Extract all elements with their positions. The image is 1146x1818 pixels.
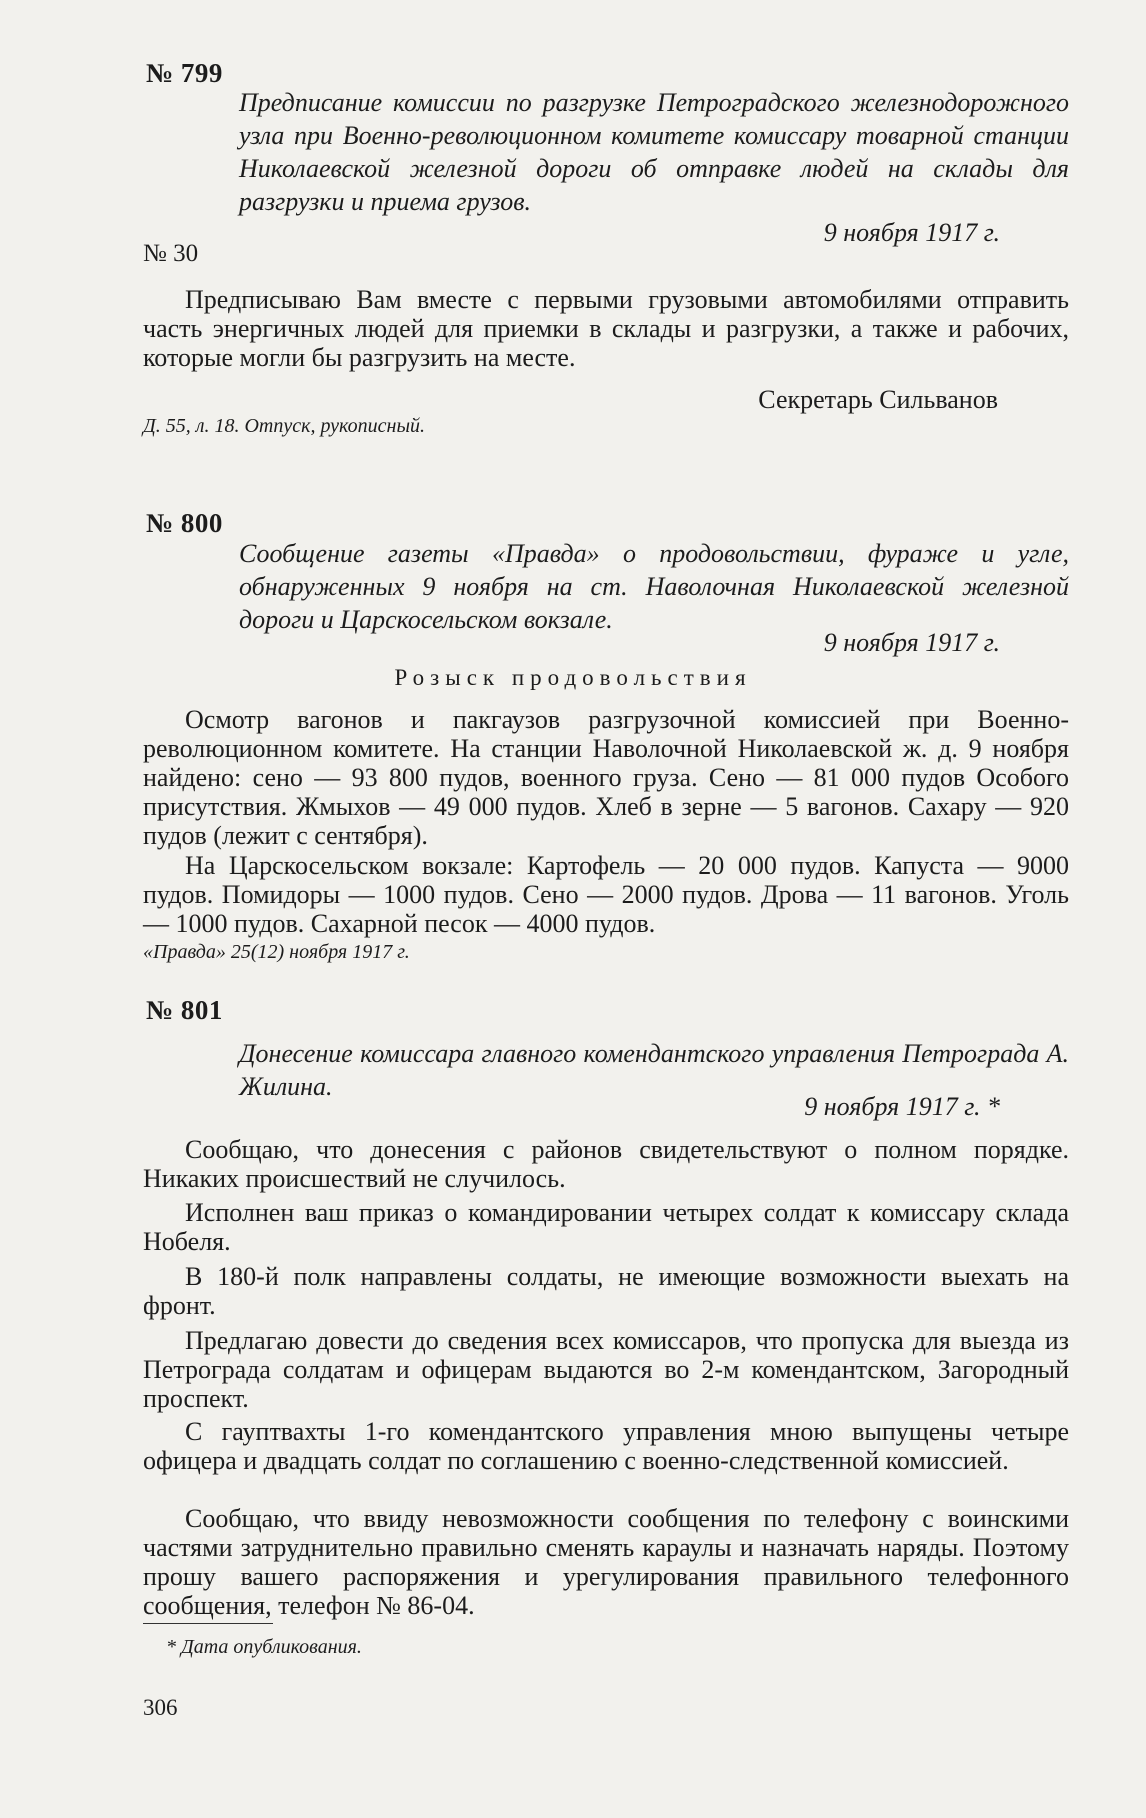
doc-800-paragraph: На Царскосельском вокзале: Картофель — 20 000 пудов. Капуста — 9000 пудов. Помидоры — 1000 пудов. Сено — 2000 пудов. Дрова — 11 вагонов. Уголь — 1000 пудов. Сахарной песок — 4000 пудов.: [143, 851, 1069, 938]
doc-801-paragraph: Предлагаю довести до сведения всех комиссаров, что пропуска для выезда из Петрограда солдатам и офицерам выдаются во 2-м комендантском, Загородный проспект.: [143, 1326, 1069, 1413]
doc-800-source: «Правда» 25(12) ноября 1917 г.: [143, 941, 410, 963]
doc-800-number: № 800: [146, 508, 223, 538]
doc-799-date: 9 ноября 1917 г.: [823, 218, 1000, 247]
doc-799-heading: Предписание комиссии по разгрузке Петроградского железнодорожного узла при Военно-революционном комитете комиссару товарной станции Николаевской железной дороги об отправке людей на склады для разгрузки и приема грузов.: [239, 88, 1069, 216]
doc-801-paragraph: Сообщаю, что ввиду невозможности сообщения по телефону с воинскими частями затруднительно правильно сменять караулы и назначать наряды. Поэтому прошу вашего распоряжения и урегулирования правильного телефонного сообщения, телефон № 86-04.: [143, 1504, 1069, 1620]
doc-799-number: № 799: [146, 58, 223, 88]
article-title: Розыск продовольствия: [394, 665, 752, 690]
footnote: * Дата опубликования.: [166, 1636, 362, 1658]
doc-801-heading: Донесение комиссара главного комендантского управления Петрограда А. Жилина.: [239, 1039, 1069, 1101]
doc-799-reference: № 30: [143, 240, 199, 267]
doc-800-paragraph: Осмотр вагонов и пакгаузов разгрузочной комиссией при Военно-революционном комитете. На станции Наволочной Николаевской ж. д. 9 ноября найдено: сено — 93 800 пудов, военного груза. Сено — 81 000 пудов Особого присутствия. Жмыхов — 49 000 пудов. Хлеб в зерне — 5 вагонов. Сахару — 920 пудов (лежит с сентября).: [143, 705, 1069, 850]
doc-799-signature: Секретарь Сильванов: [758, 385, 998, 414]
doc-801-paragraph: С гауптвахты 1-го комендантского управления мною выпущены четыре офицера и двадцать солдат по соглашению с военно-следственной комиссией.: [143, 1417, 1069, 1475]
doc-801-number: № 801: [146, 995, 223, 1025]
doc-801-paragraph: Сообщаю, что донесения с районов свидетельствуют о полном порядке. Никаких происшествий не случилось.: [143, 1135, 1069, 1193]
doc-800-date: 9 ноября 1917 г.: [823, 628, 1000, 657]
doc-801-paragraph: Исполнен ваш приказ о командировании четырех солдат к комиссару склада Нобеля.: [143, 1198, 1069, 1256]
doc-799-source: Д. 55, л. 18. Отпуск, рукописный.: [143, 415, 425, 437]
doc-801-paragraph: В 180-й полк направлены солдаты, не имеющие возможности выехать на фронт.: [143, 1262, 1069, 1320]
page-number: 306: [143, 1695, 178, 1720]
doc-801-date: 9 ноября 1917 г. *: [804, 1092, 1000, 1121]
footnote-divider: [143, 1623, 273, 1624]
doc-799-body: Предписываю Вам вместе с первыми грузовыми автомобилями отправить часть энергичных людей для приемки в склады и разгрузки, а также и рабочих, которые могли бы разгрузить на месте.: [143, 285, 1069, 372]
doc-800-heading: Сообщение газеты «Правда» о продовольствии, фураже и угле, обнаруженных 9 ноября на ст. Наволочная Николаевской железной дороги и Царскосельском вокзале.: [239, 539, 1069, 634]
